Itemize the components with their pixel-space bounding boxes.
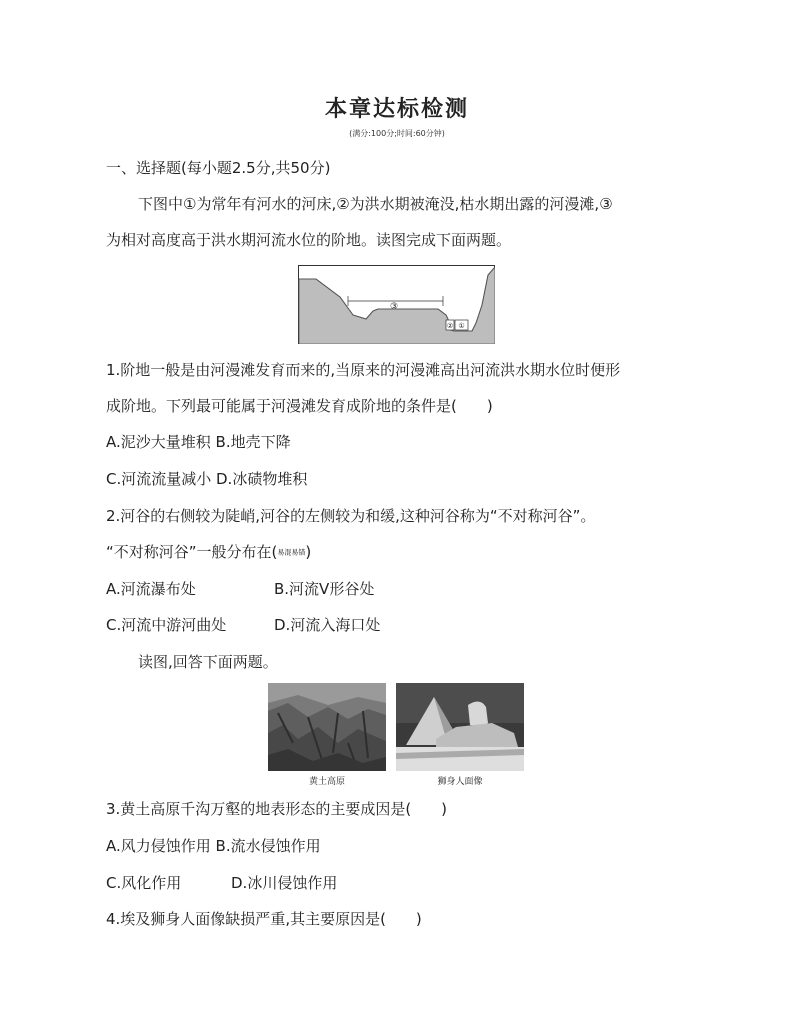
intro1-line1: 下图中①为常年有河水的河床,②为洪水期被淹没,枯水期出露的河漫滩,③ [138, 195, 613, 213]
label-terrace: ③ [389, 302, 399, 312]
q2-tag: 易混易错 [277, 548, 306, 557]
intro1-line2: 为相对高度高于洪水期河流水位的阶地。读图完成下面两题。 [106, 231, 512, 249]
loess-plateau-photo [268, 683, 386, 771]
section-heading: 一、选择题(每小题2.5分,共50分) [106, 159, 331, 177]
q2-option-c: C.河流中游河曲处 [106, 616, 227, 634]
q3-options-ab: A.风力侵蚀作用 B.流水侵蚀作用 [106, 837, 321, 855]
river-terrace-diagram [298, 265, 495, 344]
q1-stem-line1: 1.阶地一般是由河漫滩发育而来的,当原来的河漫滩高出河流洪水期水位时便形 [106, 361, 621, 379]
sphinx-caption: 狮身人面像 [437, 777, 483, 787]
q2-option-a: A.河流瀑布处 [106, 580, 196, 598]
q1-options-ab: A.泥沙大量堆积 B.地壳下降 [106, 433, 291, 451]
sphinx-photo [396, 683, 524, 771]
label-riverbed: ① [458, 322, 465, 330]
q2-stem-line1: 2.河谷的右侧较为陡峭,河谷的左侧较为和缓,这种河谷称为“不对称河谷”。 [106, 507, 596, 525]
q2-stem-text: “不对称河谷”一般分布在( [106, 543, 278, 561]
q1-stem-line2: 成阶地。下列最可能属于河漫滩发育成阶地的条件是( ) [106, 397, 493, 415]
q2-stem-end: ) [305, 543, 312, 561]
q1-options-cd: C.河流流量减小 D.冰碛物堆积 [106, 470, 308, 488]
q3-option-d: D.冰川侵蚀作用 [231, 874, 338, 892]
label-floodplain: ② [446, 322, 454, 330]
q3-stem: 3.黄土高原千沟万壑的地表形态的主要成因是( ) [106, 800, 448, 818]
loess-plateau-caption: 黄土高原 [308, 777, 345, 787]
page-subtitle: (满分:100分;时间:60分钟) [349, 129, 445, 138]
intro2: 读图,回答下面两题。 [138, 653, 278, 671]
q3-option-c: C.风化作用 [106, 874, 182, 892]
q2-option-d: D.河流入海口处 [274, 616, 381, 634]
q2-stem-line2 [106, 542, 311, 563]
q2-option-b: B.河流Ⅴ形谷处 [274, 580, 375, 598]
page-title: 本章达标检测 [324, 97, 469, 122]
q4-stem: 4.埃及狮身人面像缺损严重,其主要原因是( ) [106, 910, 422, 928]
